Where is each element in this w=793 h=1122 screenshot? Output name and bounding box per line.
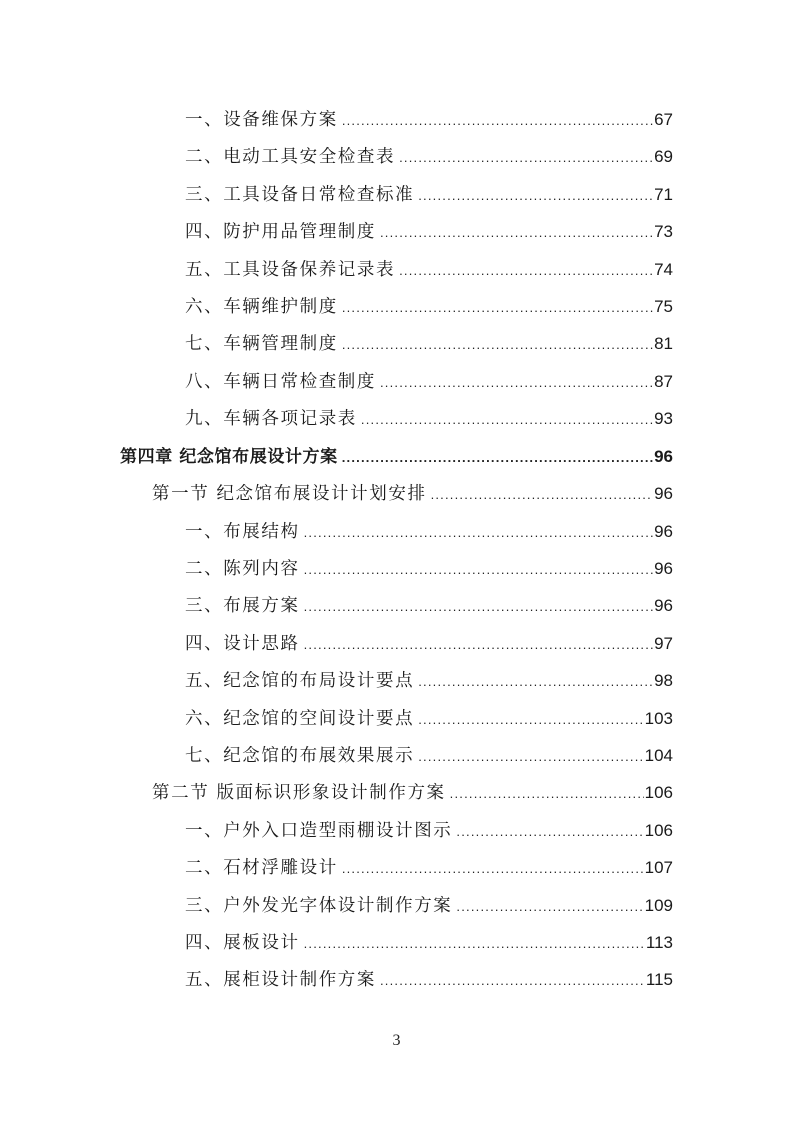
toc-entry-title: 六、纪念馆的空间设计要点	[185, 709, 415, 729]
page-number: 3	[392, 1032, 401, 1049]
dot-leader	[399, 256, 653, 286]
toc-entry[interactable]	[185, 404, 673, 434]
toc-section-entry[interactable]	[152, 778, 673, 808]
toc-entry[interactable]	[185, 517, 673, 547]
toc-entry-page: 75	[654, 297, 673, 316]
dot-leader	[418, 181, 653, 211]
toc-entry[interactable]	[185, 853, 673, 883]
toc-entry[interactable]	[185, 741, 673, 771]
toc-entry-page: 109	[644, 896, 673, 915]
toc-entry[interactable]	[185, 554, 673, 584]
toc-entry[interactable]	[185, 105, 673, 135]
toc-entry-page: 103	[644, 709, 673, 728]
toc-entry-title: 七、纪念馆的布展效果展示	[185, 746, 415, 766]
toc-entry-title: 五、展柜设计制作方案	[185, 970, 376, 990]
toc-entry-page: 69	[654, 147, 673, 166]
toc-entry-title: 四、防护用品管理制度	[185, 222, 376, 242]
toc-entry[interactable]	[185, 329, 673, 359]
toc-entry-title: 四、展板设计	[185, 933, 300, 953]
dot-leader	[342, 293, 653, 323]
dot-leader	[431, 480, 654, 510]
toc-entry-page: 96	[654, 559, 673, 578]
toc-entry-page: 106	[644, 821, 673, 840]
toc-entry[interactable]	[185, 217, 673, 247]
toc-entry-page: 73	[654, 222, 673, 241]
dot-leader	[342, 330, 653, 360]
toc-entry[interactable]	[185, 965, 673, 995]
dot-leader	[304, 592, 653, 622]
dot-leader	[380, 368, 653, 398]
toc-entry-page: 96	[654, 447, 673, 466]
toc-entry[interactable]	[185, 367, 673, 397]
toc-entry[interactable]	[185, 928, 673, 958]
toc-entry-page: 93	[654, 409, 673, 428]
dot-leader	[304, 555, 653, 585]
toc-entry[interactable]	[185, 816, 673, 846]
toc-entry[interactable]	[185, 292, 673, 322]
dot-leader	[418, 705, 643, 735]
toc-entry-title: 八、车辆日常检查制度	[185, 372, 376, 392]
toc-entry-title: 三、布展方案	[185, 596, 300, 616]
dot-leader	[399, 143, 653, 173]
toc-entry[interactable]	[185, 255, 673, 285]
dot-leader	[361, 405, 653, 435]
toc-entry-title: 二、电动工具安全检查表	[185, 147, 396, 167]
toc-entry-title: 六、车辆维护制度	[185, 297, 338, 317]
toc-entry-title: 一、布展结构	[185, 522, 300, 542]
toc-entry-title: 第一节 纪念馆布展设计计划安排	[152, 484, 427, 504]
toc-entry[interactable]	[185, 629, 673, 659]
toc-entry-title: 九、车辆各项记录表	[185, 409, 357, 429]
toc-entry-page: 96	[654, 522, 673, 541]
toc-entry-page: 113	[645, 933, 673, 952]
toc-entry-page: 104	[644, 746, 673, 765]
toc-entry-title: 二、陈列内容	[185, 559, 300, 579]
toc-entry-title: 二、石材浮雕设计	[185, 858, 338, 878]
toc-entry-page: 115	[645, 970, 673, 989]
toc-chapter-entry[interactable]	[120, 442, 673, 472]
toc-entry-title: 五、工具设备保养记录表	[185, 260, 396, 280]
dot-leader	[304, 929, 645, 959]
toc-entry-page: 67	[654, 110, 673, 129]
toc-entry-page: 96	[654, 596, 673, 615]
dot-leader	[456, 817, 643, 847]
toc-entry-page: 107	[644, 858, 673, 877]
toc-entry-title: 第四章 纪念馆布展设计方案	[120, 447, 338, 467]
toc-entry-page: 87	[654, 372, 673, 391]
toc-entry-title: 三、户外发光字体设计制作方案	[185, 896, 453, 916]
toc-entry-title: 七、车辆管理制度	[185, 334, 338, 354]
toc-entry-title: 一、户外入口造型雨棚设计图示	[185, 821, 453, 841]
toc-entry[interactable]	[185, 666, 673, 696]
toc-entry-page: 71	[654, 185, 673, 204]
toc-entry[interactable]	[185, 704, 673, 734]
dot-leader	[342, 106, 653, 136]
dot-leader	[342, 443, 653, 473]
toc-entry[interactable]	[185, 891, 673, 921]
toc-section-entry[interactable]	[152, 479, 673, 509]
dot-leader	[380, 966, 645, 996]
toc-entry-page: 81	[654, 334, 673, 353]
toc-entry[interactable]	[185, 591, 673, 621]
toc-entry[interactable]	[185, 142, 673, 172]
dot-leader	[380, 218, 653, 248]
dot-leader	[304, 630, 653, 660]
dot-leader	[342, 854, 644, 884]
dot-leader	[450, 779, 644, 809]
toc-entry-title: 三、工具设备日常检查标准	[185, 185, 415, 205]
dot-leader	[456, 892, 643, 922]
toc-entry[interactable]	[185, 180, 673, 210]
toc-entry-page: 96	[654, 484, 673, 503]
toc-entry-title: 一、设备维保方案	[185, 110, 338, 130]
toc-entry-page: 97	[654, 634, 673, 653]
dot-leader	[418, 667, 653, 697]
dot-leader	[418, 742, 643, 772]
toc-entry-page: 74	[654, 260, 673, 279]
dot-leader	[304, 518, 653, 548]
toc-entry-title: 第二节 版面标识形象设计制作方案	[152, 783, 446, 803]
toc-entry-title: 五、纪念馆的布局设计要点	[185, 671, 415, 691]
toc-entry-page: 106	[644, 783, 673, 802]
toc-entry-page: 98	[654, 671, 673, 690]
toc-entry-title: 四、设计思路	[185, 634, 300, 654]
